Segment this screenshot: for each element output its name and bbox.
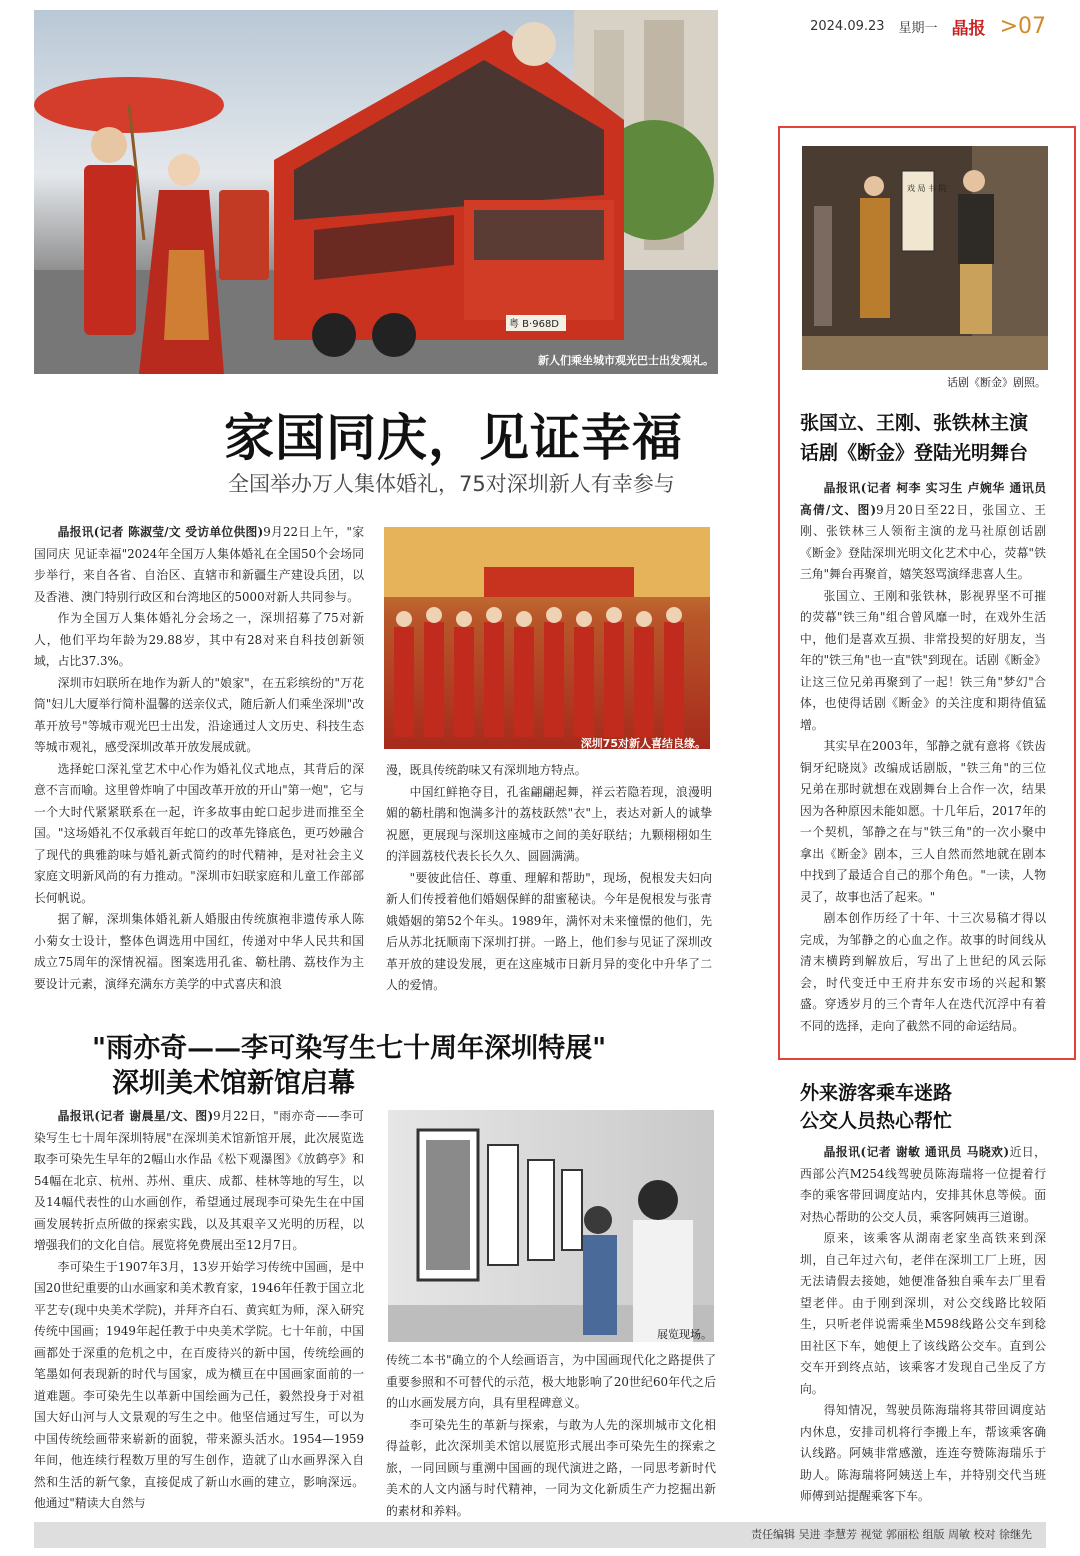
article1-column-left [34,522,364,995]
article1-paragraph: 作为全国万人集体婚礼分会场之一，深圳招募了75对新人，他们平均年龄为29.88岁，其中有28对来自科技创新领域，占比37.3%。 [34,611,364,668]
article2-paragraph: 晶报讯(记者 谢晨星/文、图)9月22日，"雨亦奇——李可染写生七十周年深圳特展"在深圳美术馆新馆开展，此次展览选取李可染先生早年的2幅山水作品《松下观瀑图》《放鹤亭》和54幅在北京、杭州、苏州、重庆、成都、桂林等地的写生，以及14幅代表性的山水画创作，希望通过展现李可染先生在中国画发展转折点所做的探索实践，以及其艰辛又光明的历程，以增强我们的文化自信。展览将免费展出至12月7日。 [34,1109,364,1252]
issue-weekday: 星期一 [898,21,938,36]
drama-photo-caption: 话剧《断金》剧照。 [947,376,1046,389]
editorial-credits: 责任编辑 吴进 李慧芳 视觉 郭丽松 组版 周敏 校对 徐继先 [34,1522,1046,1548]
article1-subtitle: 全国举办万人集体婚礼，75对深圳新人有幸参与 [228,472,675,496]
article4-paragraph: 得知情况，驾驶员陈海瑞将其带回调度站内休息，安排司机将行李搬上车，帮该乘客确认线路。阿姨非常感激，连连夸赞陈海瑞乐于助人。陈海瑞将阿姨送上车，并特别交代当班师傅到站提醒乘客下车。 [800,1403,1046,1503]
article2-column-left [34,1106,364,1515]
article4-title-line1: 外来游客乘车迷路 [800,1082,953,1104]
article1-paragraph: "要彼此信任、尊重、理解和帮助"，现场，倪根发夫妇向新人们传授着他们婚姻保鲜的甜蜜秘诀。今年是倪根发与张青娥婚姻的第52个年头。1989年，满怀对未来憧憬的他们，先后从苏北抚顺南下深圳打拼。一路上，他们参与见证了深圳改革开放的建设发展，更在这座城市日新月异的变化中升华了二人的爱情。 [386,870,712,992]
article1-title: 家国同庆，见证幸福 [224,408,683,467]
article2-paragraph: 李可染生于1907年3月，13岁开始学习传统中国画，是中国20世纪重要的山水画家和美术教育家，1946年任教于国立北平艺专(现中央美术学院)，并拜齐白石、黄宾虹为师，深入研究传统中国画；1949年起任教于中央美术学院。七十年前，中国画都处于深重的危机之中，在百废待兴的新中国，传统绘画的笔墨如何表现新的时代与国家，成为横亘在中国画家面前的一道难题。李可染先生以革新中国绘画为己任，毅然投身于对祖国大好山河与人文景观的写生之中。他坚信通过写生，可以为中国传统绘画带来崭新的面貌，带来源头活水。1954—1959年间，他连续行程数万里的写生创作，造就了山水画界深入自然和生活的新气象，直接促成了新山水画的建立，影响深远。他通过"精读大自然与 [34,1259,364,1510]
bus-scene-illustration [34,10,718,374]
plate-number: 粤 B·968D [509,319,560,330]
article2-byline: 晶报讯(记者 谢晨星/文、图) [57,1109,214,1123]
exhibition-illustration [388,1110,714,1342]
article2-title-line2: 深圳美术馆新馆启幕 [112,1068,355,1099]
article3-paragraph: 剧本创作历经了十年、十三次易稿才得以完成，为邹静之的心血之作。故事的时间线从清末横跨到解放后，写出了上世纪的风云际会，时代变迁中王府井东安市场的兴起和繁盛。穿透岁月的三个青年人在迭代沉浮中有着不同的选择，走向了截然不同的命运结局。 [800,911,1046,1033]
article1-paragraph: 深圳市妇联所在地作为新人的"娘家"，在五彩缤纷的"万花筒"妇儿大厦举行简朴温馨的送亲仪式，随后新人们乘坐深圳"改革开放号"等城市观光巴士出发，沿途通过人文历史、科技生态等城市观礼，感受深圳改革开放发展成就。 [34,675,364,754]
article1-paragraph: 漫，既具传统韵味又有深圳地方特点。 [386,763,587,777]
article3-body [800,478,1046,1037]
article2-title-line1: "雨亦奇——李可染写生七十周年深圳特展" [92,1033,607,1064]
article2-paragraph: 传统二本书"确立的个人绘画语言，为中国画现代化之路提供了重要参照和不可替代的示范，极大地影响了20世纪60年代之后的山水画发展方向，具有里程碑意义。 [386,1353,716,1410]
article1-paragraph: 晶报讯(记者 陈淑莹/文 受访单位供图)9月22日上午，"家国同庆 见证幸福"2024年全国万人集体婚礼在全国50个会场同步举行，来自各省、自治区、直辖市和新疆生产建设兵团，以及香港、澳门特别行政区和台湾地区的5000对新人共同参与。 [34,525,364,604]
article3-paragraph: 张国立、王刚和张铁林，影视界坚不可摧的荧幕"铁三角"组合曾风靡一时，在戏外生活中，他们是喜欢互损、非常投契的好朋友，当年的"铁三角"也一直"铁"到现在。话剧《断金》让这三位兄弟再聚到了一起！铁三角"梦幻"合体，也使得话剧《断金》的关注度和期待值猛增。 [800,588,1046,732]
article1-byline: 晶报讯(记者 陈淑莹/文 受访单位供图) [57,525,264,539]
issue-date: 2024.09.23 [810,19,885,34]
article1-paragraph: 据了解，深圳集体婚礼新人婚服由传统旗袍非遗传承人陈小菊女士设计，整体色调选用中国红，传递对中华人民共和国成立75周年的深情祝福。图案选用孔雀、簕杜鹃、荔枝作为主要设计元素，演绎充满东方美学的中式喜庆和浪 [34,912,364,991]
main-photo [34,10,718,374]
article1-paragraph: 中国红鲜艳夺目，孔雀翩翩起舞，祥云若隐若现，浪漫明媚的簕杜鹃和饱满多汁的荔枝跃然"衣"上，表达对新人的诚挚祝愿，更展现与深圳这座城市之间的美好联结；九颗栩栩如生的洋圆荔枝代表长长久久、圆圆满满。 [386,784,712,863]
main-photo-caption: 新人们乘坐城市观光巴士出发观礼。 [538,354,714,367]
wedding-group-photo [384,527,710,749]
wedding-group-illustration [384,527,710,749]
article2-paragraph: 李可染先生的革新与探索，与敢为人先的深圳城市文化相得益彰，此次深圳美术馆以展览形式展出李可染先生的探索之旅，一同回顾与重溯中国画的现代演进之路，一同思考新时代美术的人文内涵与时代精神，一同为文化新质生产力挖掘出新的素材和养料。 [386,1417,716,1518]
page-number: >07 [999,14,1046,39]
drama-stage-illustration [802,146,1048,370]
article3-title-line1: 张国立、王刚、张铁林主演 [800,412,1029,434]
article1-paragraph: 选择蛇口深礼堂艺术中心作为婚礼仪式地点，其背后的深意不言而喻。这里曾炸响了中国改革开放的开山"第一炮"，它与一个大时代紧紧联系在一起，许多故事由蛇口起步进而推至全国。"这场婚礼不仅承载百年蛇口的改革先锋底色，更巧妙融合了现代的典雅韵味与婚礼新式简约的时代精神，是对社会主义家庭文明新风尚的有力推动。"深圳市妇联家庭和儿童工作部部长何帆说。 [34,761,364,905]
article4-body [800,1142,1046,1508]
article3-title-line2: 话剧《断金》登陆光明舞台 [800,442,1029,464]
drama-stage-photo [802,146,1048,370]
article3-paragraph: 晶报讯(记者 柯李 实习生 卢婉华 通讯员 高倩/文、图)9月20日至22日，张国立、王刚、张铁林三人领衔主演的龙马社原创话剧《断金》登陆深圳光明文化艺术中心，荧幕"铁三角"舞台再聚首，嬉笑怒骂演绎悲喜人生。 [800,481,1046,581]
article1-column-right [386,760,712,997]
article4-title-line2: 公交人员热心帮忙 [800,1110,953,1132]
article4-paragraph: 原来，该乘客从湖南老家坐高铁来到深圳，自己年过六旬，老伴在深圳工厂上班，因无法请假去接她，她便准备独自乘车去厂里看望老伴。由于刚到深圳，对公交线路比较陌生，只听老伴说需乘坐M598线路公交车到稔田社区下车，她便上了该线路公交车。直到公交车开到终点站，该乘客才发现自己坐反了方向。 [800,1231,1046,1396]
paper-logo: 晶报 [951,19,986,39]
article4-paragraph: 晶报讯(记者 谢敏 通讯员 马晓欢)近日，西部公汽M254线驾驶员陈海瑞将一位提着行李的乘客带回调度站内，安排其休息等候。面对热心帮助的公交人员，乘客阿姨再三道谢。 [800,1145,1046,1224]
exhibition-photo [388,1110,714,1342]
article4-byline: 晶报讯(记者 谢敏 通讯员 马晓欢) [823,1145,1010,1159]
page-header [810,14,1046,39]
article2-column-right [386,1350,716,1522]
stage-sign-text: 戏 局 书 院 [907,184,947,193]
article3-byline: 晶报讯(记者 柯李 实习生 卢婉华 通讯员 高倩/文、图) [800,481,1046,517]
wedding-photo-caption: 深圳75对新人喜结良缘。 [580,737,706,750]
exhibition-photo-caption: 展览现场。 [657,1328,712,1341]
article3-paragraph: 其实早在2003年，邹静之就有意将《铁齿铜牙纪晓岚》改编成话剧版，"铁三角"的三位兄弟在那时就想在戏剧舞台上合作一次，结果因为各种原因未能如愿。十几年后，2017年的一个契机，邹静之在与"铁三角"的一次小聚中拿出《断金》剧本，三人自然而然地就在剧本中找到了最适合自己的那个角色。"一读，人物灵了，故事也活了起来。" [800,739,1046,904]
